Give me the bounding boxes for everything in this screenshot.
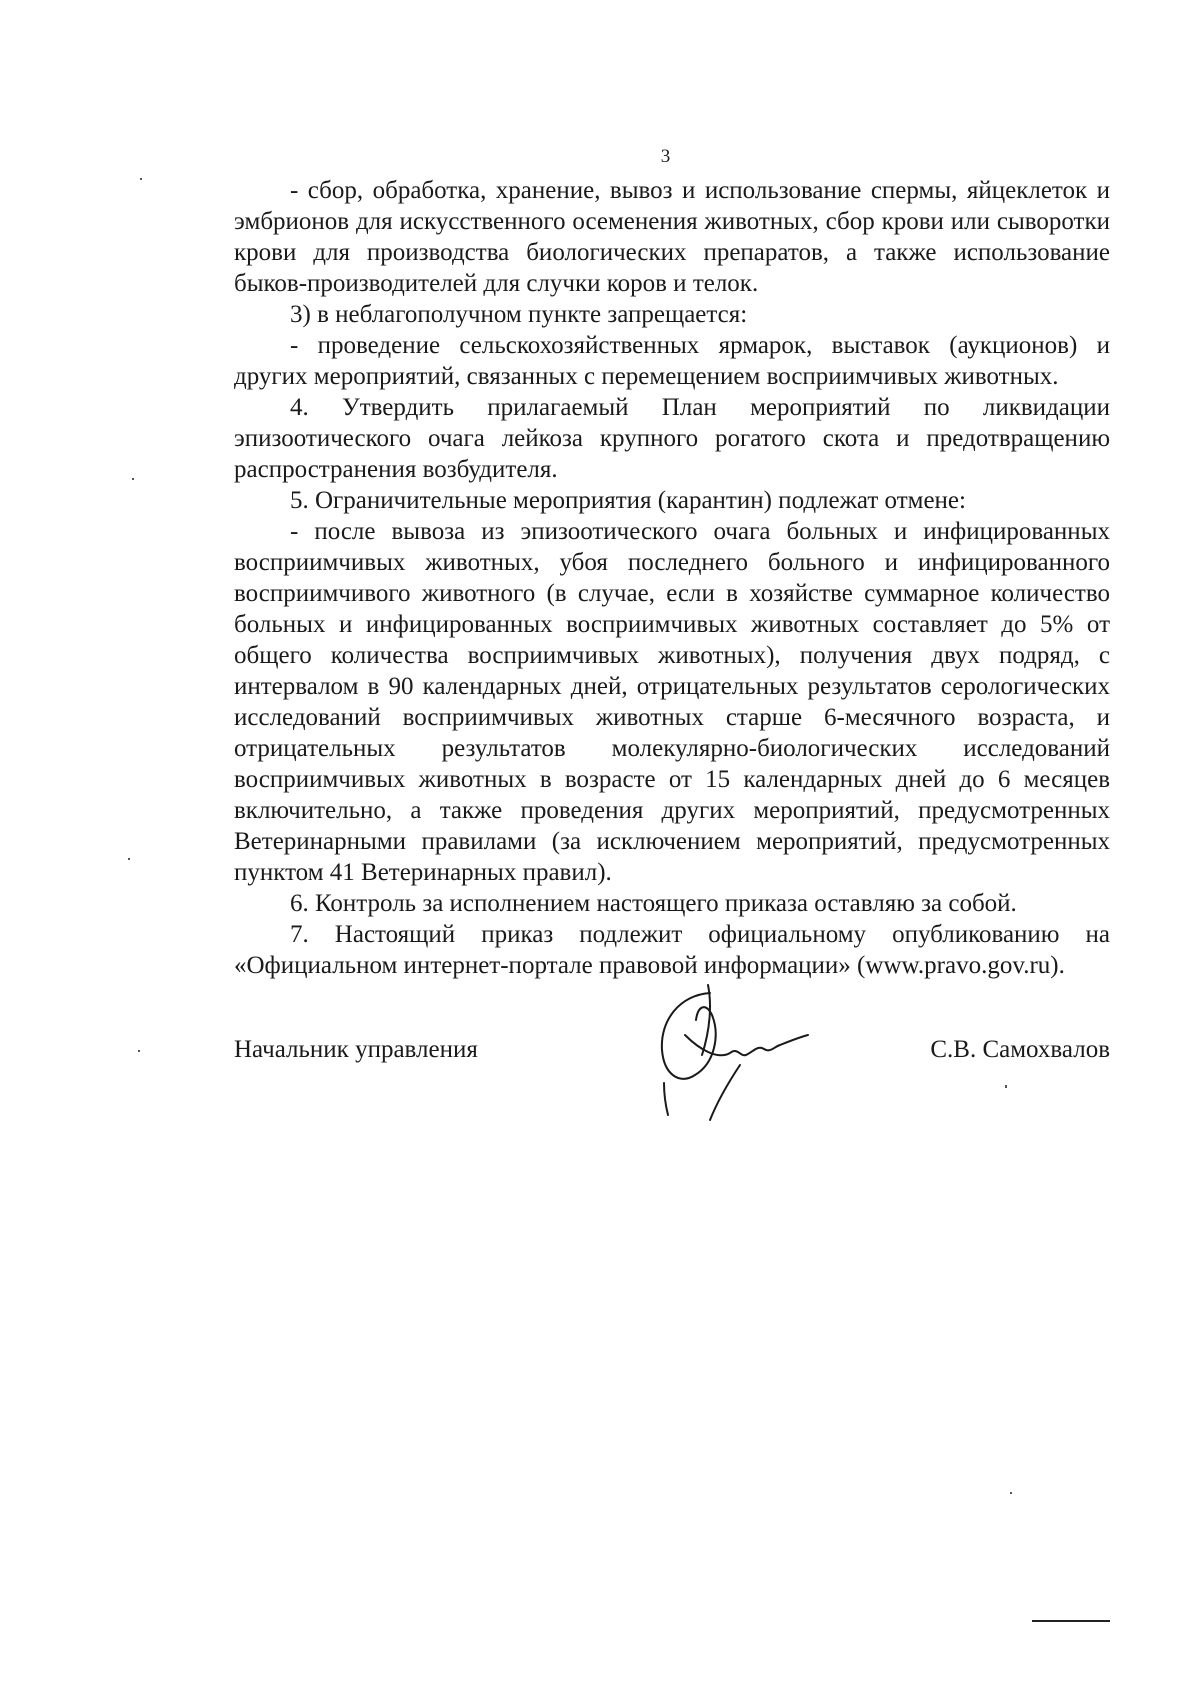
handwritten-signature [640,975,820,1135]
footer-rule [1032,1620,1110,1622]
scan-speck [1010,1492,1012,1494]
document-body [234,175,1110,981]
scan-speck [1005,1085,1007,1088]
paragraph-semen-collection: - сбор, обработка, хранение, вывоз и использование спермы, яйцеклеток и эмбрионов для искусственного осеменения животных, сбор крови или сыворотки крови для производства биологических препаратов, а также использование быков-производителей для случки коров и телок. [234,177,1110,297]
signatory-name: С.В. Самохвалов [930,1036,1110,1063]
paragraph-item-7: 7. Настоящий приказ подлежит официальному опубликованию на «Официальном интернет-портале правовой информации» (www.pravo.gov.ru). [234,921,1110,979]
scan-speck [140,178,142,180]
paragraph-item-5: 5. Ограничительные мероприятия (карантин) подлежат отмене: [290,487,966,514]
paragraph-prohibited-heading: 3) в неблагополучном пункте запрещается: [290,301,748,328]
scan-speck [132,478,134,480]
page-number: 3 [660,146,671,167]
paragraph-item-6: 6. Контроль за исполнением настоящего приказа оставляю за собой. [290,890,1017,917]
paragraph-fairs-ban: - проведение сельскохозяйственных ярмарок, выставок (аукционов) и других мероприятий, связанных с перемещением восприимчивых животных. [234,332,1110,390]
signatory-title: Начальник управления [234,1036,478,1063]
paragraph-item-4: 4. Утвердить прилагаемый План мероприятий по ликвидации эпизоотического очага лейкоза крупного рогатого скота и предотвращению распространения возбудителя. [234,394,1110,483]
scan-speck [138,1050,140,1052]
paragraph-quarantine-conditions: - после вывоза из эпизоотического очага больных и инфицированных восприимчивых животных, убоя последнего больного и инфицированного восприимчивого животного (в случае, если в хозяйстве суммарное количество больных и инфицированных восприимчивых животных составляет до 5% от общего количества восприимчивых животных), получения двух подряд, с интервалом в 90 календарных дней, отрицательных результатов серологических исследований восприимчивых животных старше 6-месячного возраста, и отрицательных результатов молекулярно-биологических исследований восприимчивых животных в возрасте от 15 календарных дней до 6 месяцев включительно, а также проведения других мероприятий, предусмотренных Ветеринарными правилами (за исключением мероприятий, предусмотренных пунктом 41 Ветеринарных правил). [234,518,1110,886]
scan-speck [128,858,130,860]
